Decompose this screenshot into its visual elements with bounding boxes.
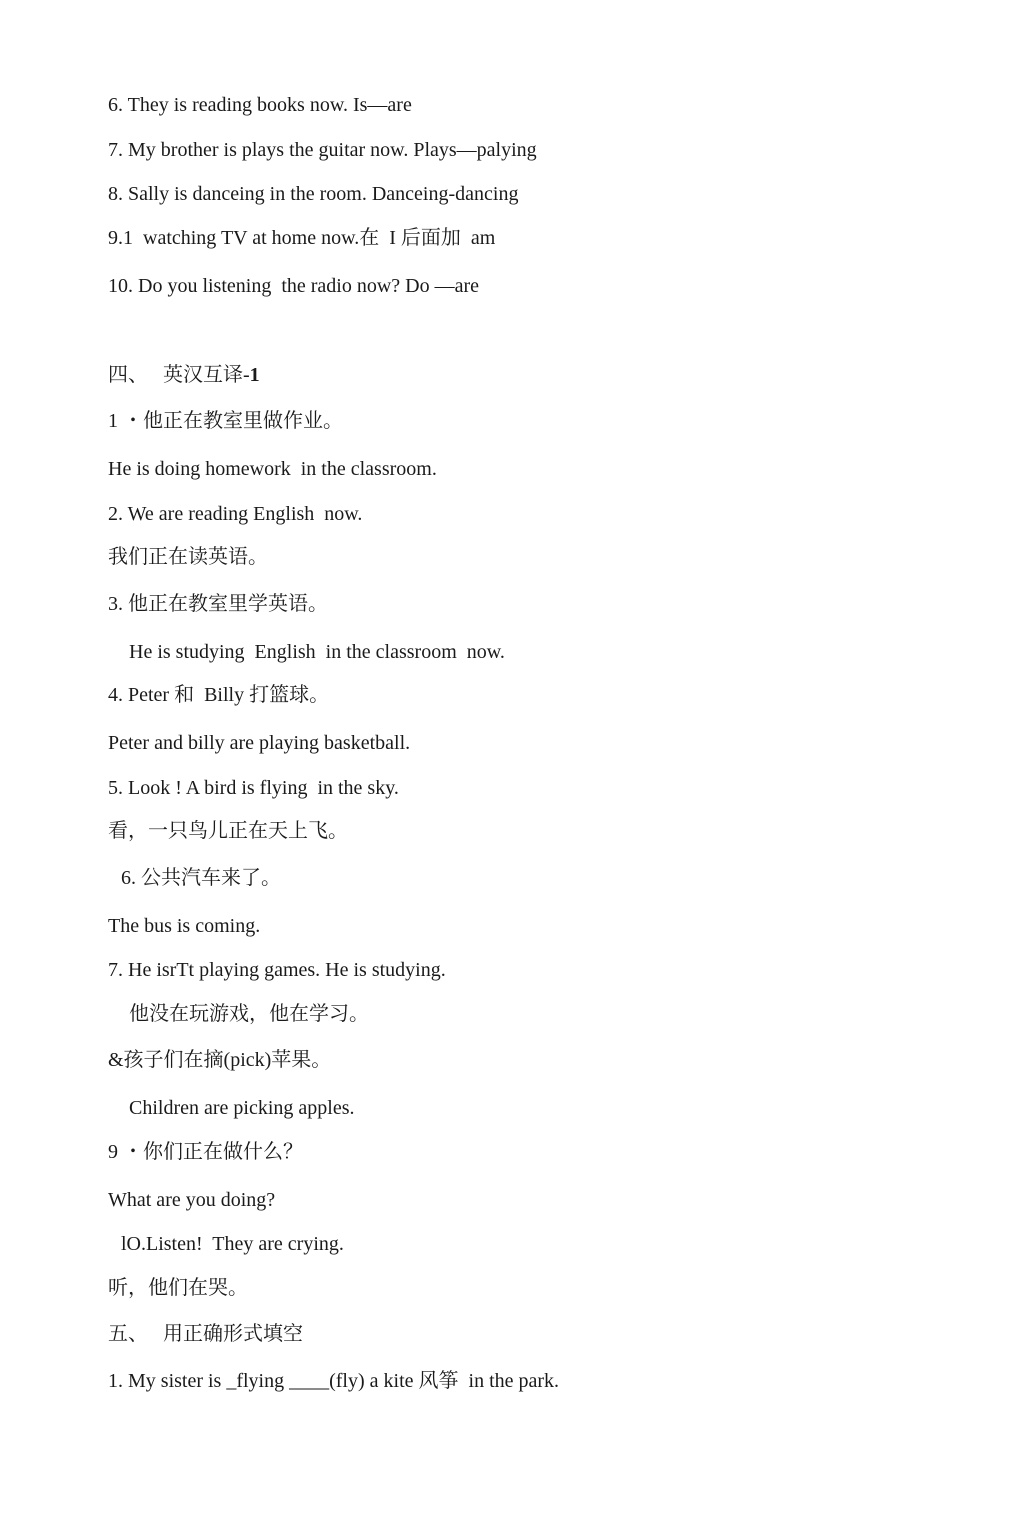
correction-item-10: 10. Do you listening the radio now? Do —are — [108, 275, 480, 297]
correction-item-6: 6. They is reading books now. Is—are — [108, 94, 412, 116]
translation-line: 3. 他正在教室里学英语。 — [108, 593, 328, 615]
translation-line: 7. He isrTt playing games. He is studying. — [108, 959, 446, 981]
translation-line: 我们正在读英语。 — [108, 546, 268, 568]
translation-line: 9 ・你们正在做什么？ — [108, 1141, 303, 1163]
fill-blank-item-1: 1. My sister is _flying ____(fly) a kite 风筝 in the park. — [108, 1370, 560, 1392]
translation-line: He is doing homework in the classroom. — [108, 458, 437, 480]
translation-line: 听，他们在哭。 — [108, 1277, 248, 1299]
section-5-heading: 五、 用正确形式填空 — [108, 1323, 303, 1345]
section-4-heading — [108, 363, 260, 387]
correction-item-7: 7. My brother is plays the guitar now. Plays—palying — [108, 139, 537, 161]
translation-line: &孩子们在摘(pick)苹果。 — [108, 1049, 332, 1071]
translation-line: Children are picking apples. — [129, 1097, 355, 1119]
correction-item-8: 8. Sally is danceing in the room. Danceing-dancing — [108, 183, 519, 205]
section-4-heading-number: 1 — [249, 364, 260, 386]
translation-line: 他没在玩游戏，他在学习。 — [129, 1003, 369, 1025]
section-4-heading-text: 四、 英汉互译- — [108, 364, 250, 386]
correction-item-9: 9.1 watching TV at home now.在 I 后面加 am — [108, 227, 496, 249]
translation-line: What are you doing? — [108, 1189, 276, 1211]
translation-line: 看，一只鸟儿正在天上飞。 — [108, 820, 348, 842]
translation-line: 1 ・他正在教室里做作业。 — [108, 410, 343, 432]
translation-line: He is studying English in the classroom now. — [129, 641, 505, 663]
translation-line: lO.Listen! They are crying. — [121, 1233, 344, 1255]
translation-line: 5. Look ! A bird is flying in the sky. — [108, 777, 399, 799]
translation-line: The bus is coming. — [108, 915, 261, 937]
translation-line: 2. We are reading English now. — [108, 503, 363, 525]
translation-line: 6. 公共汽车来了。 — [121, 867, 281, 889]
translation-line: 4. Peter 和 Billy 打篮球。 — [108, 684, 330, 706]
translation-line: Peter and billy are playing basketball. — [108, 732, 411, 754]
